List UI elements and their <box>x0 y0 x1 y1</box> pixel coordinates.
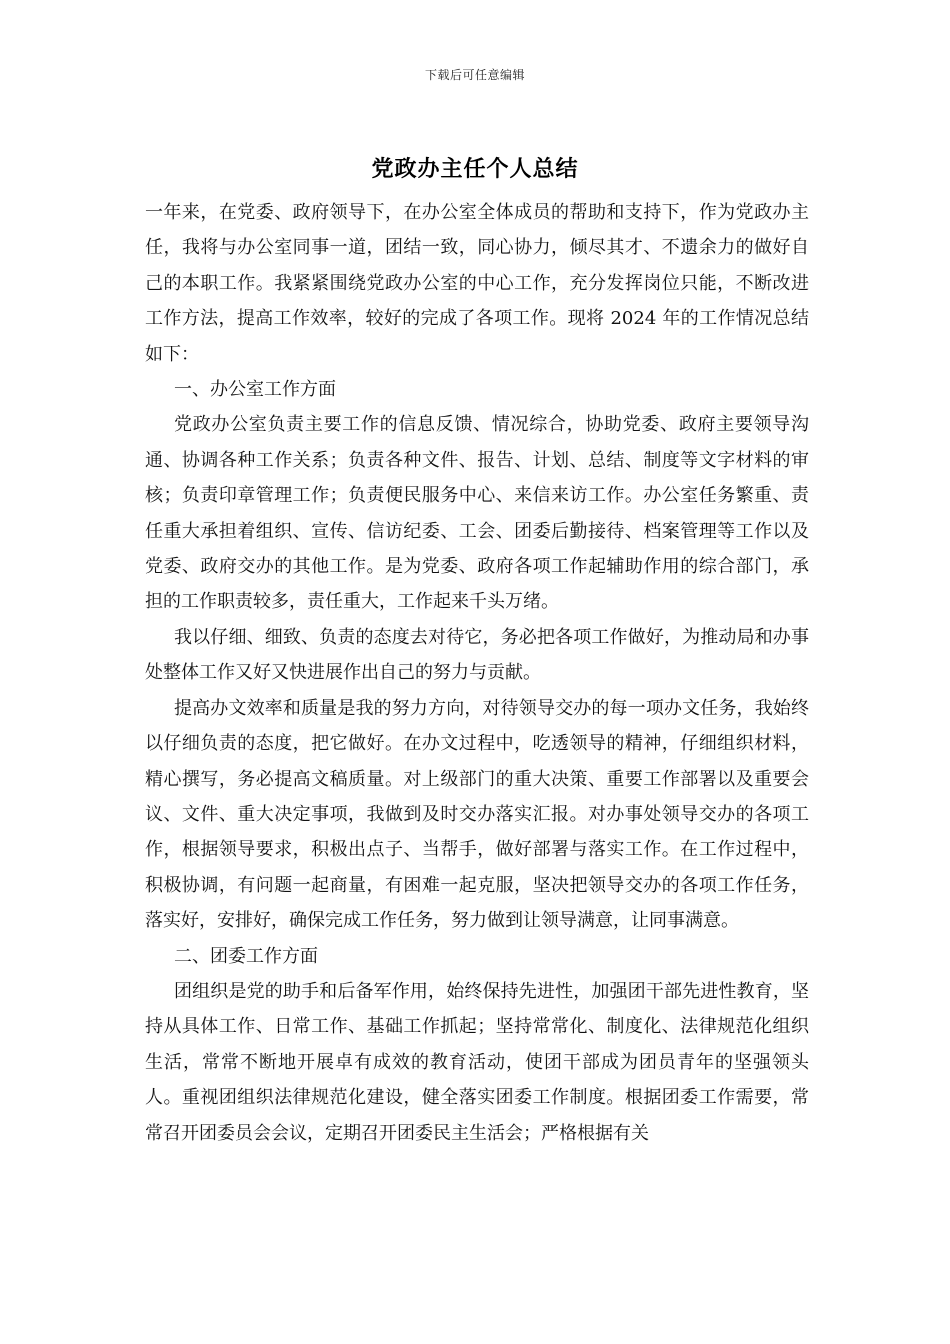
paragraph-intro: 一年来，在党委、政府领导下，在办公室全体成员的帮助和支持下，作为党政办主任，我将与办公室同事一道，团结一致，同心协力，倾尽其才、不遗余力的做好自己的本职工作。我紧紧围绕党政办公室的中心工作，充分发挥岗位只能，不断改进工作方法，提高工作效率，较好的完成了各项工作。现将 2024 年的工作情况总结如下： <box>145 202 809 365</box>
header-note: 下载后可任意编辑 <box>424 68 525 82</box>
section-heading-office: 一、办公室工作方面 <box>174 379 336 401</box>
paragraph-league-work: 团组织是党的助手和后备军作用，始终保持先进性，加强团干部先进性教育，坚持从具体工作、日常工作、基础工作抓起；坚持常常化、制度化、法律规范化组织生活，常常不断地开展卓有成效的教育活动，使团干部成为团员青年的坚强领头人。重视团组织法律规范化建设，健全落实团委工作制度。根据团委工作需要，常常召开团委员会会议，定期召开团委民主生活会；严格根据有关 <box>145 980 809 1144</box>
document-title: 党政办主任个人总结 <box>371 156 579 182</box>
section-heading-league: 二、团委工作方面 <box>174 945 318 967</box>
paragraph-office-duties: 党政办公室负责主要工作的信息反馈、情况综合，协助党委、政府主要领导沟通、协调各种工作关系；负责各种文件、报告、计划、总结、制度等文字材料的审核；负责印章管理工作；负责便民服务中心、来信来访工作。办公室任务繁重、责任重大承担着组织、宣传、信访纪委、工会、团委后勤接待、档案管理等工作以及党委、政府交办的其他工作。是为党委、政府各项工作起辅助作用的综合部门，承担的工作职责较多，责任重大，工作起来千头万绪。 <box>145 414 809 613</box>
document-body <box>145 195 809 1151</box>
paragraph-efficiency: 提高办文效率和质量是我的努力方向，对待领导交办的每一项办文任务，我始终以仔细负责的态度，把它做好。在办文过程中，吃透领导的精神，仔细组织材料，精心撰写，务必提高文稿质量。对上级部门的重大决策、重要工作部署以及重要会议、文件、重大决定事项，我做到及时交办落实汇报。对办事处领导交办的各项工作，根据领导要求，积极出点子、当帮手，做好部署与落实工作。在工作过程中，积极协调，有问题一起商量，有困难一起克服，坚决把领导交办的各项工作任务，落实好，安排好，确保完成工作任务，努力做到让领导满意，让同事满意。 <box>145 697 809 932</box>
paragraph-attitude: 我以仔细、细致、负责的态度去对待它，务必把各项工作做好，为推动局和办事处整体工作又好又快进展作出自己的努力与贡献。 <box>145 626 809 684</box>
